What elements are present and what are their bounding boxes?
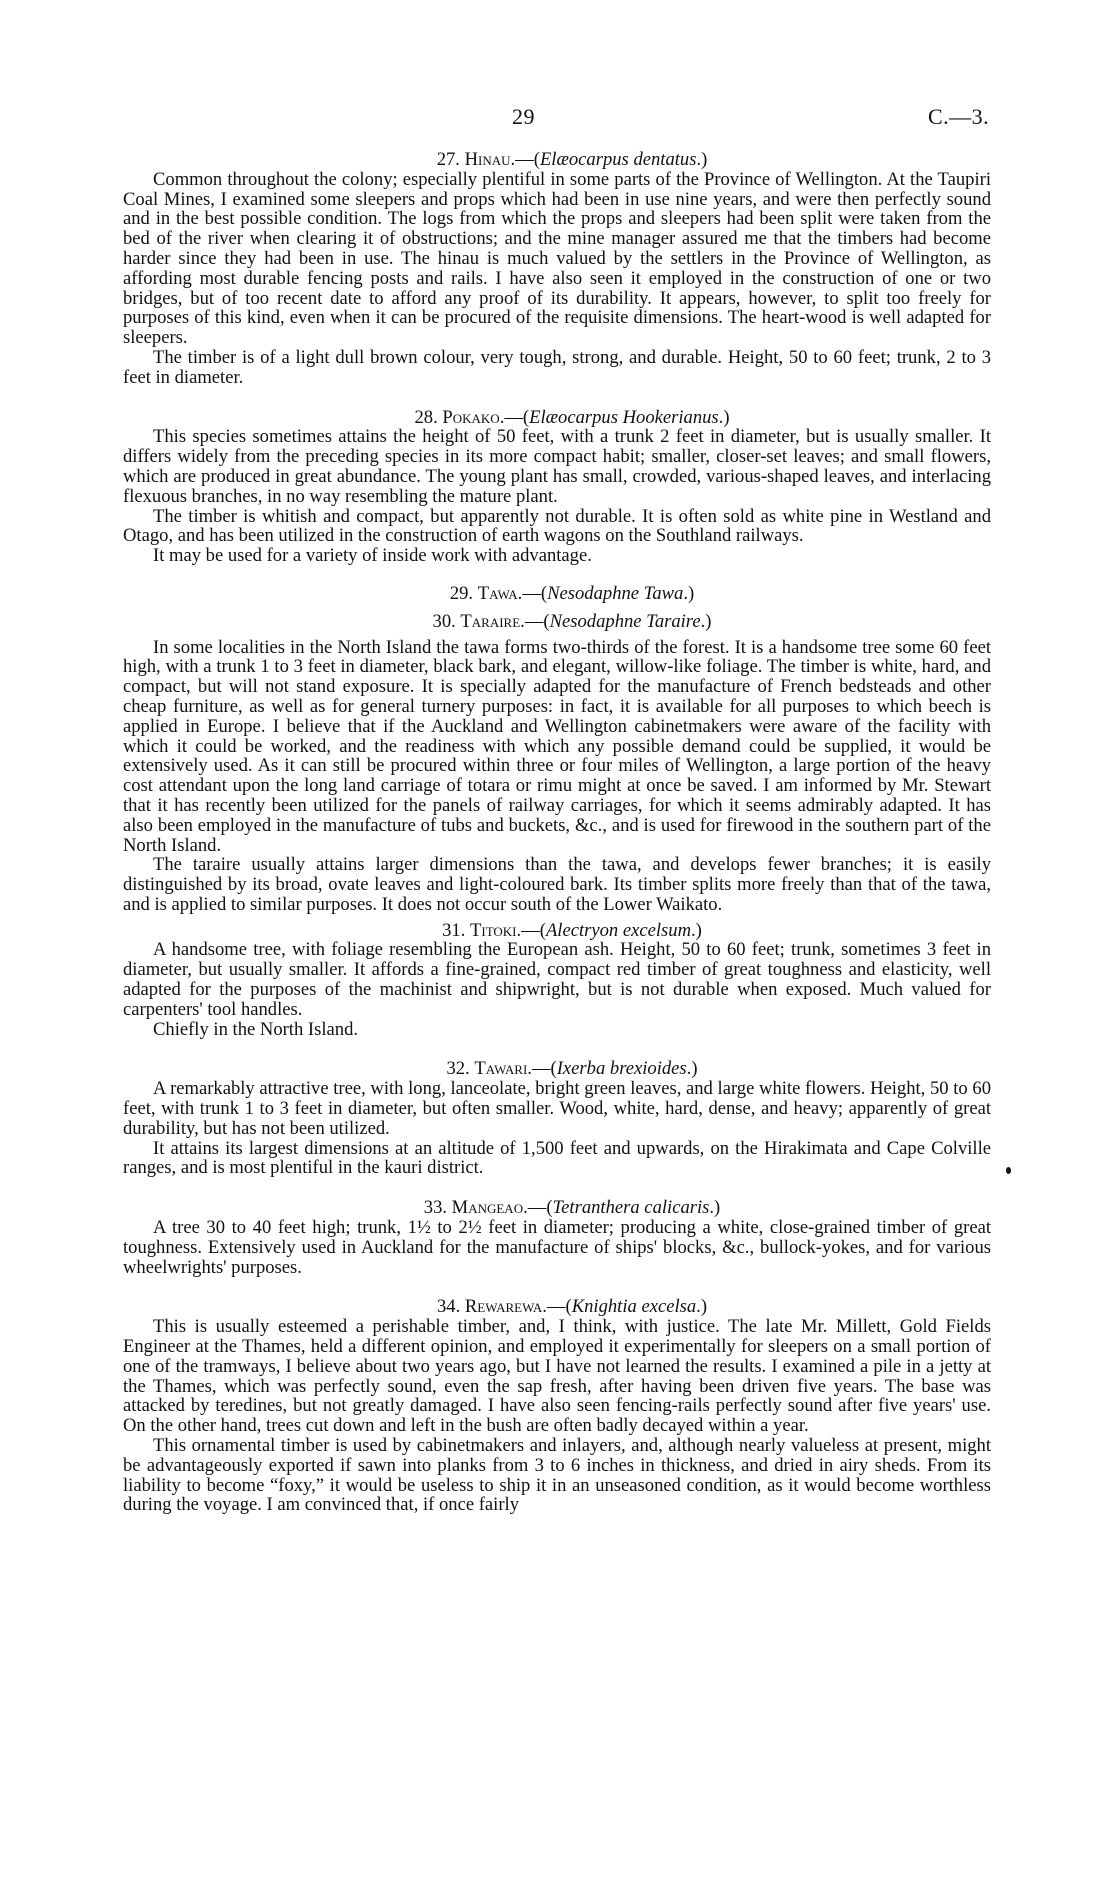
paragraph: Chiefly in the North Island. [153,1018,359,1040]
document-reference: C.—3. [928,104,990,129]
section-heading: 27. Hinau.—(Elæocarpus dentatus.) [436,149,708,170]
section-heading: 33. Mangeao.—(Tetranthera calicaris.) [423,1197,721,1219]
paragraph: This species sometimes attains the height of 50 feet, with a trunk 2 feet in diameter, but is usually smaller. It differs widely from the preceding species in its more compact habit; smaller, closer-set leaves; and small flowers, which are produced in great abundance. The young plant has small, crowded, various-shaped leaves, and interlacing flexuous branches, in no way resembling the mature plant. [123,426,991,507]
ink-mark [1006,1167,1011,1174]
section-heading: 28. Pokako.—(Elæocarpus Hookerianus.) [414,406,730,428]
paragraph: A tree 30 to 40 feet high; trunk, 1½ to 2½ feet in diameter; producing a white, close-grained timber of great toughness. Extensively used in Auckland for the manufacture of ships' blocks, &c., bullock-yokes, and for various wheelwrights' purposes. [123,1217,991,1278]
paragraph: Common throughout the colony; especially plentiful in some parts of the Province of Wellington. At the Taupiri Coal Mines, I examined some sleepers and props which had been in use nine years, and were then perfectly sound and in the best possible condition. The logs from which the props and sleepers had been split were taken from the bed of the river when clearing it of obstructions; and the mine manager assured me that the timbers had become harder since they had been in use. The hinau is much valued by the settlers in the Province of Wellington, as affording most durable fencing posts and rails. I have also seen it employed in the construction of one or two bridges, but of too recent date to afford any proof of its durability. It appears, however, to split too freely for purposes of this kind, even when it can be procured of the requisite dimensions. The heart-wood is well adapted for sleepers. [123,168,991,349]
section-heading: 32. Tawari.—(Ixerba brexioides.) [446,1058,698,1080]
section-heading: 29. Tawa.—(Nesodaphne Tawa.) [449,582,695,604]
paragraph: It may be used for a variety of inside work with advantage. [153,545,592,567]
page-number: 29 [512,104,535,129]
paragraph: A handsome tree, with foliage resembling the European ash. Height, 50 to 60 feet; trunk, sometimes 3 feet in diameter, but usually smaller. It affords a fine-grained, compact red timber of great toughness and elasticity, well adapted for the purposes of the machinist and shipwright, but is not durable when exposed. Much valued for carpenters' tool handles. [123,939,991,1020]
paragraph: This is usually esteemed a perishable timber, and, I think, with justice. The late Mr. Millett, Gold Fields Engineer at the Thames, held a different opinion, and employed it experimentally for sleepers on a small portion of one of the tramways, I believe about two years ago, but I have not learned the results. I examined a pile in a jetty at the Thames, which was perfectly sound, even the sap fresh, after having been driven five years. The base was attacked by teredines, but not greatly damaged. I have also seen fencing-rails perfectly sound after five years' use. On the other hand, trees cut down and left in the bush are often badly decayed within a year. [123,1316,991,1437]
section-heading: 30. Taraire.—(Nesodaphne Taraire.) [432,610,712,632]
paragraph: The taraire usually attains larger dimensions than the tawa, and develops fewer branches; it is easily distinguished by its broad, ovate leaves and light-coloured bark. Its timber splits more freely than that of the tawa, and is applied to similar purposes. It does not occur south of the Lower Waikato. [123,854,991,915]
paragraph: The timber is of a light dull brown colour, very tough, strong, and durable. Height, 50 to 60 feet; trunk, 2 to 3 feet in diameter. [123,346,991,388]
paragraph: In some localities in the North Island the tawa forms two-thirds of the forest. It is a handsome tree some 60 feet high, with a trunk 1 to 3 feet in diameter, black bark, and elegant, willow-like foliage. The timber is white, hard, and compact, but will not stand exposure. It is specially adapted for the manufacture of French bedsteads and other cheap furniture, as well as for general turnery purposes: in fact, it is available for all purposes to which beech is applied in Europe. I believe that if the Auckland and Wellington cabinetmakers were aware of the facility with which it could be worked, and the readiness with which any possible demand could be supplied, it would be extensively used. As it can still be procured within three or four miles of Wellington, a large portion of the heavy cost attendant upon the long land carriage of totara or rimu might at once be saved. I am informed by Mr. Stewart that it has recently been utilized for the panels of railway carriages, for which it seems admirably adapted. It has also been employed in the manufacture of tubs and buckets, &c., and is used for firewood in the southern part of the North Island. [123,636,991,856]
section-heading: 31. Titoki.—(Alectryon excelsum.) [442,919,702,941]
document-body [123,150,991,1515]
paragraph: A remarkably attractive tree, with long, lanceolate, bright green leaves, and large white flowers. Height, 50 to 60 feet, with trunk 1 to 3 feet in diameter, but often smaller. Wood, white, hard, dense, and heavy; apparently of great durability, but has not been utilized. [123,1078,991,1139]
paragraph: It attains its largest dimensions at an altitude of 1,500 feet and upwards, on the Hirakimata and Cape Colville ranges, and is most plentiful in the kauri district. [123,1137,991,1179]
paragraph: The timber is whitish and compact, but apparently not durable. It is often sold as white pine in Westland and Otago, and has been utilized in the construction of earth wagons on the Southland railways. [123,505,991,547]
section-heading: 34. Rewarewa.—(Knightia excelsa.) [436,1296,708,1318]
paragraph: This ornamental timber is used by cabinetmakers and inlayers, and, although nearly valueless at present, might be advantageously exported if sawn into planks from 3 to 6 inches in thickness, and dried in airy sheds. From its liability to become “foxy,” it would be useless to ship it in an unseasoned condition, as it would become worthless during the voyage. I am convinced that, if once fairly [123,1435,991,1516]
